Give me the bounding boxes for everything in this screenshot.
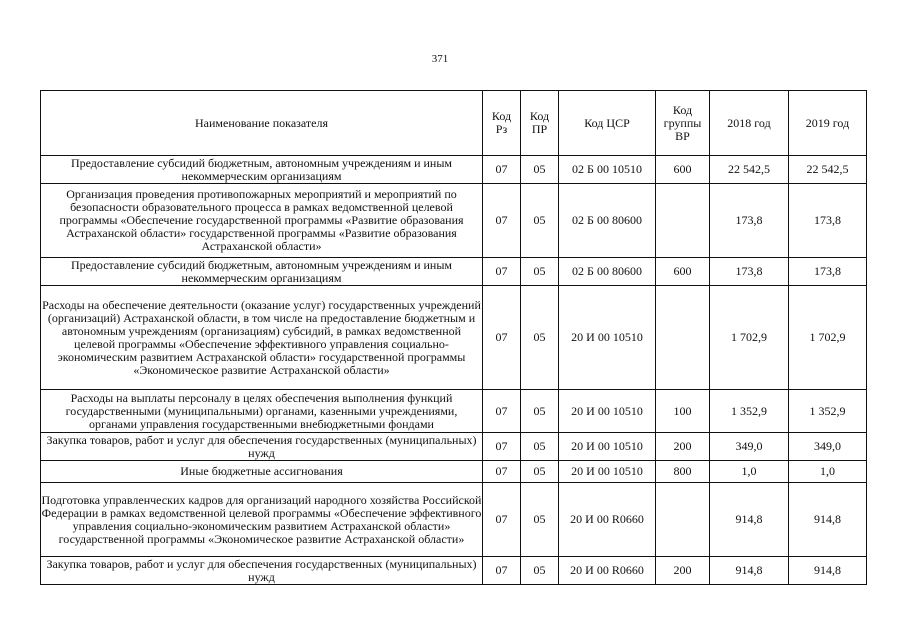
row-vr: 200 bbox=[656, 557, 710, 585]
row-rz: 07 bbox=[483, 461, 521, 483]
row-2018: 22 542,5 bbox=[710, 156, 789, 184]
table-header-row bbox=[41, 91, 867, 156]
row-name: Иные бюджетные ассигнования bbox=[41, 461, 483, 483]
header-pr: Код ПР bbox=[521, 91, 559, 156]
header-2019: 2019 год bbox=[789, 91, 867, 156]
row-csr: 02 Б 00 10510 bbox=[559, 156, 656, 184]
row-pr: 05 bbox=[521, 433, 559, 461]
table-row bbox=[41, 156, 867, 184]
row-vr bbox=[656, 483, 710, 557]
row-rz: 07 bbox=[483, 184, 521, 258]
row-pr: 05 bbox=[521, 286, 559, 390]
row-name: Подготовка управленческих кадров для организаций народного хозяйства Российской Федерации в рамках ведомственной целевой программы «Обеспечение эффективного управления социально-экономическим развитием Астраханской области» государственной программы «Экономическое развитие Астраханской области» bbox=[41, 483, 483, 557]
table-row bbox=[41, 433, 867, 461]
row-csr: 20 И 00 10510 bbox=[559, 286, 656, 390]
row-csr: 20 И 00 R0660 bbox=[559, 483, 656, 557]
row-vr: 600 bbox=[656, 258, 710, 286]
row-2018: 1,0 bbox=[710, 461, 789, 483]
row-2019: 173,8 bbox=[789, 258, 867, 286]
row-vr: 800 bbox=[656, 461, 710, 483]
row-2018: 349,0 bbox=[710, 433, 789, 461]
row-2019: 914,8 bbox=[789, 557, 867, 585]
row-name: Закупка товаров, работ и услуг для обеспечения государственных (муниципальных) нужд bbox=[41, 433, 483, 461]
row-pr: 05 bbox=[521, 390, 559, 433]
row-vr bbox=[656, 184, 710, 258]
table-row bbox=[41, 258, 867, 286]
row-rz: 07 bbox=[483, 483, 521, 557]
row-rz: 07 bbox=[483, 433, 521, 461]
row-vr bbox=[656, 286, 710, 390]
header-vr: Код группы ВР bbox=[656, 91, 710, 156]
row-name: Предоставление субсидий бюджетным, автономным учреждениям и иным некоммерческим организациям bbox=[41, 156, 483, 184]
header-2018: 2018 год bbox=[710, 91, 789, 156]
row-2018: 173,8 bbox=[710, 184, 789, 258]
row-2018: 1 702,9 bbox=[710, 286, 789, 390]
row-csr: 02 Б 00 80600 bbox=[559, 184, 656, 258]
page-number: 371 bbox=[431, 53, 449, 65]
row-rz: 07 bbox=[483, 156, 521, 184]
row-rz: 07 bbox=[483, 557, 521, 585]
row-2018: 1 352,9 bbox=[710, 390, 789, 433]
row-2018: 173,8 bbox=[710, 258, 789, 286]
row-pr: 05 bbox=[521, 156, 559, 184]
row-2019: 349,0 bbox=[789, 433, 867, 461]
row-2018: 914,8 bbox=[710, 483, 789, 557]
table-row bbox=[41, 557, 867, 585]
row-pr: 05 bbox=[521, 184, 559, 258]
row-2019: 22 542,5 bbox=[789, 156, 867, 184]
row-name: Организация проведения противопожарных мероприятий и мероприятий по безопасности образовательного процесса в рамках ведомственной целевой программы «Обеспечение государственной программы «Развитие образования Астраханской области» государственной программы «Развитие образования Астраханской области» bbox=[41, 184, 483, 258]
row-vr: 100 bbox=[656, 390, 710, 433]
row-csr: 20 И 00 10510 bbox=[559, 461, 656, 483]
row-csr: 20 И 00 10510 bbox=[559, 433, 656, 461]
row-name: Закупка товаров, работ и услуг для обеспечения государственных (муниципальных) нужд bbox=[41, 557, 483, 585]
row-2019: 1,0 bbox=[789, 461, 867, 483]
table-row bbox=[41, 390, 867, 433]
row-csr: 02 Б 00 80600 bbox=[559, 258, 656, 286]
row-2019: 173,8 bbox=[789, 184, 867, 258]
row-2019: 1 352,9 bbox=[789, 390, 867, 433]
row-rz: 07 bbox=[483, 390, 521, 433]
row-csr: 20 И 00 R0660 bbox=[559, 557, 656, 585]
header-name: Наименование показателя bbox=[41, 91, 483, 156]
row-vr: 600 bbox=[656, 156, 710, 184]
row-rz: 07 bbox=[483, 258, 521, 286]
row-name: Расходы на выплаты персоналу в целях обеспечения выполнения функций государственными (муниципальными) органами, казенными учреждениями, органами управления государственными внебюджетными фондами bbox=[41, 390, 483, 433]
table-row bbox=[41, 286, 867, 390]
header-csr: Код ЦСР bbox=[559, 91, 656, 156]
row-vr: 200 bbox=[656, 433, 710, 461]
row-name: Предоставление субсидий бюджетным, автономным учреждениям и иным некоммерческим организациям bbox=[41, 258, 483, 286]
header-rz: Код Рз bbox=[483, 91, 521, 156]
row-pr: 05 bbox=[521, 557, 559, 585]
table-row bbox=[41, 461, 867, 483]
row-2018: 914,8 bbox=[710, 557, 789, 585]
table-row bbox=[41, 184, 867, 258]
table-row bbox=[41, 483, 867, 557]
row-pr: 05 bbox=[521, 483, 559, 557]
row-rz: 07 bbox=[483, 286, 521, 390]
row-name: Расходы на обеспечение деятельности (оказание услуг) государственных учреждений (организаций) Астраханской области, в том числе на предоставление бюджетным и автономным учреждениям (организациям) субсидий, в рамках ведомственной целевой программы «Обеспечение эффективного управления социально-экономическим развитием Астраханской области» государственной программы «Экономическое развитие Астраханской области» bbox=[41, 286, 483, 390]
row-2019: 914,8 bbox=[789, 483, 867, 557]
row-pr: 05 bbox=[521, 258, 559, 286]
budget-table bbox=[40, 90, 867, 585]
row-pr: 05 bbox=[521, 461, 559, 483]
row-csr: 20 И 00 10510 bbox=[559, 390, 656, 433]
row-2019: 1 702,9 bbox=[789, 286, 867, 390]
